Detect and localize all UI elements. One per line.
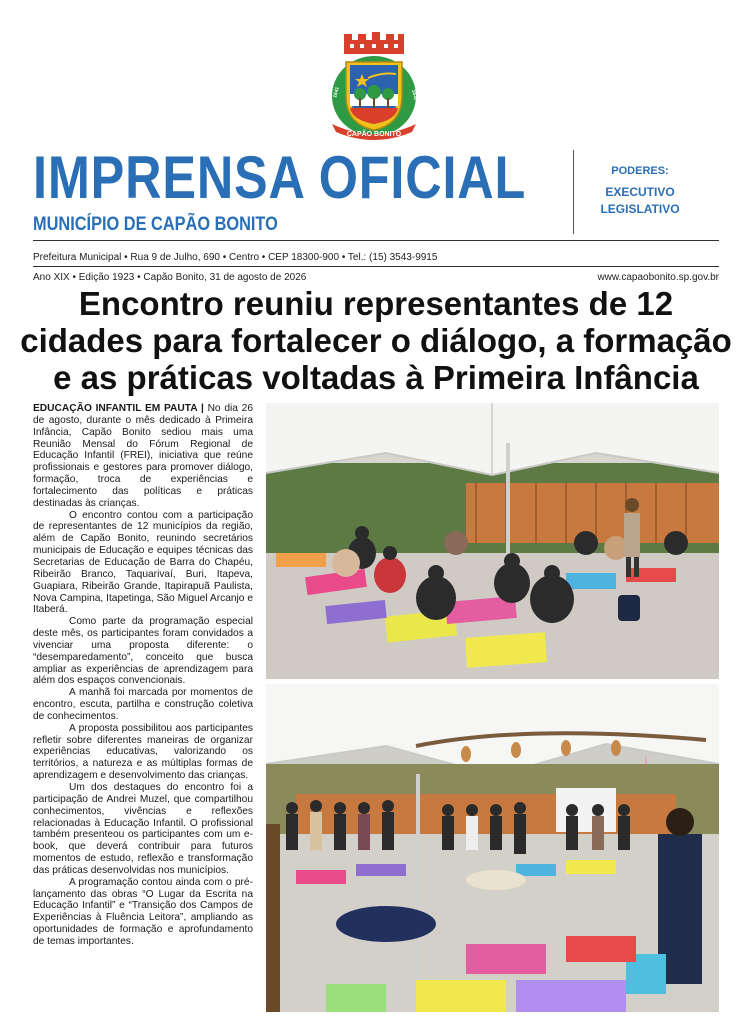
photo-standing-circle [266,684,719,1012]
mural-crown [344,32,404,54]
article-paragraph-3: Como parte da programação especial deste mês, os participantes foram convidados a vivenciar uma proposta diferente: o “desemparedamento”, conceito que busca ampliar as experiências de aprendizagem para além dos espaços convencionais. [33,616,253,687]
photo-seated-group [266,403,719,679]
newspaper-title: IMPRENSA OFICIAL [33,144,527,211]
article-paragraph-1-text: No dia 26 de agosto, durante o mês dedicado à Primeira Infância, Capão Bonito sediou mais uma Reunião Mensal do Fórum Regional de Educação Infantil (FREI), iniciativa que reúne profissionais e gestores para promover diálogo, formação, troca de experiências e fortalecimento das políticas e práticas destinadas às crianças. [33,403,253,509]
edition-line: Ano XIX • Edição 1923 • Capão Bonito, 31 de agosto de 2026 [33,272,307,283]
powers-label: PODERES: [611,165,669,177]
powers-box [590,164,690,217]
article-headline: Encontro reuniu representantes de 12 cidades para fortalecer o diálogo, a formação e as práticas voltadas à Primeira Infância [20,285,732,396]
crest-right-motto: 1832 [410,88,419,102]
article-paragraph-7: A programação contou ainda com o pré-lançamento das obras “O Lugar da Escrita na Educação Infantil” e “Transição dos Campos de Experiências à Fluência Leitora”, ampliando as oportunidades de formação e aprofundamento de temas importantes. [33,876,253,947]
article-paragraph-2: O encontro contou com a participação de representantes de 12 municípios da região, além de Capão Bonito, reunindo secretários municipais de Educação e equipes técnicas das Secretarias de Educação de Barra do Chapéu, Ribeirão Branco, Taquarivaí, Buri, Itapeva, Guapiara, Ribeirão Grande, Itapirapuã Paulista, Nova Campina, Itapetinga, São Miguel Arcanjo e Itaberá. [33,509,253,616]
article-paragraph-4: A manhã foi marcada por momentos de encontro, escuta, partilha e construção coletiva de conhecimentos. [33,687,253,722]
crest-banner-text: CAPÃO BONITO [346,131,402,138]
article-paragraph-5: A proposta possibilitou aos participantes refletir sobre diferentes maneiras de organizar experiências educativas, valorizando os territórios, a natureza e as múltiplas formas de aprendizagem e desenvolvimento das crianças. [33,722,253,782]
rule-middle [33,266,719,267]
masthead-divider [573,150,574,234]
newspaper-subtitle: MUNICÍPIO DE CAPÃO BONITO [33,214,278,235]
article-body [33,403,253,948]
article-kicker: EDUCAÇÃO INFANTIL EM PAUTA | [33,403,204,414]
power-legislativo: LEGISLATIVO [600,202,680,216]
article-paragraph-6: Um dos destaques do encontro foi a participação de Andrei Muzel, que compartilhou conhecimentos, vivências e reflexões relacionadas à Educação Infantil. O profissional também presenteou os participantes com um e-book, que deverá contribuir para futuros momentos de estudo, reflexão e transformação das práticas desenvolvidas nos municípios. [33,782,253,876]
rule-top [33,240,719,241]
article-paragraph-1 [33,403,253,510]
address-line: Prefeitura Municipal • Rua 9 de Julho, 690 • Centro • CEP 18300-900 • Tel.: (15) 3543-9915 [33,252,438,263]
website-link[interactable]: www.capaobonito.sp.gov.br [597,272,719,283]
crest-left-motto: 1641 [332,86,341,99]
power-executivo: EXECUTIVO [605,185,675,199]
municipal-crest [326,32,422,142]
